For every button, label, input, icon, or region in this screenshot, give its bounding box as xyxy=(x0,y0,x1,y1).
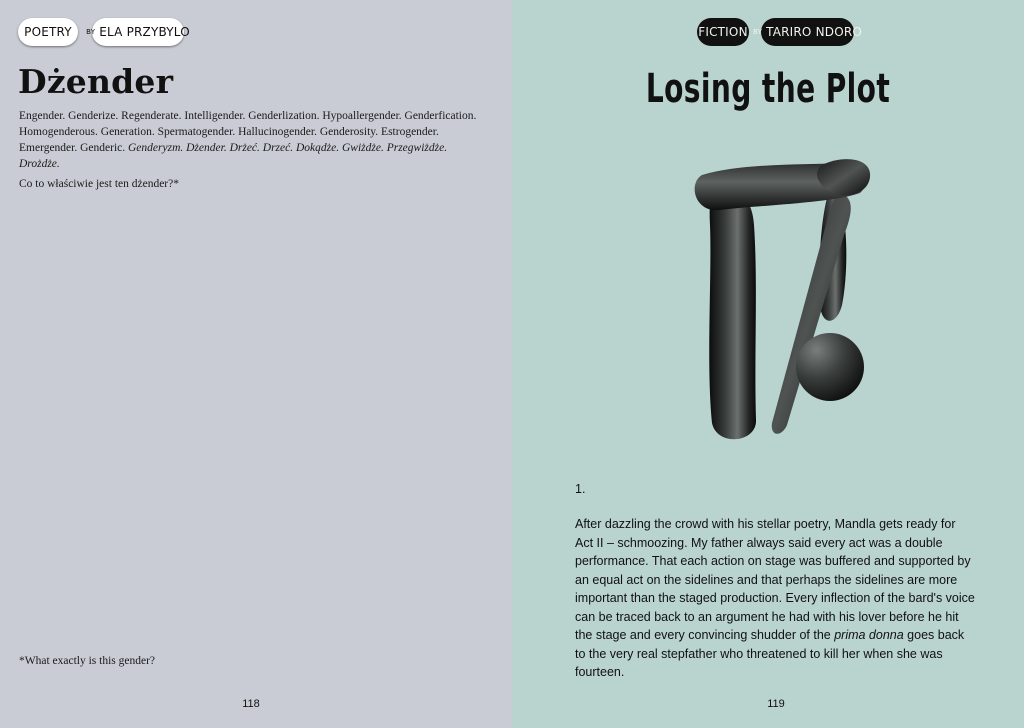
sculpture-ball xyxy=(796,333,864,401)
left-article-title: Dżender xyxy=(18,62,174,101)
right-article-title: Losing the Plot xyxy=(645,66,891,112)
right-page xyxy=(512,0,1024,728)
right-page-number: 119 xyxy=(767,698,785,710)
left-author-name: ELA PRZYBYLO xyxy=(99,25,190,39)
poetry-tag-label: POETRY xyxy=(24,25,72,39)
left-question: Co to właściwie jest ten dżender?* xyxy=(19,178,179,190)
left-footnote: *What exactly is this gender? xyxy=(19,655,156,667)
right-author-tag xyxy=(752,18,863,46)
left-poem-italic: Genderyzm. Dżender. Drżeć. Drzeć. Dokądże. Gwiżdże. Przegwiżdże. Drożdże. xyxy=(19,142,448,170)
poetry-tag xyxy=(18,18,78,46)
left-poem-regular: Engender. Genderize. Regenderate. Intelligender. Genderlization. Hypoallergender. Genderfication. Homogenderous. Generation. Spermatogender. Hallucinogender. Genderosity. Estrogender. Emergender. Genderic. xyxy=(19,110,477,154)
story-text-italic: prima donna xyxy=(834,628,904,642)
fiction-tag-label: FICTION xyxy=(698,25,748,39)
left-byline-prefix: BY xyxy=(86,28,96,36)
right-byline-prefix: BY xyxy=(752,28,763,36)
left-poem-body xyxy=(19,108,489,172)
right-story-body xyxy=(575,515,975,682)
fiction-tag xyxy=(697,18,749,46)
abstract-sculpture-illustration xyxy=(682,155,882,445)
sculpture-left-stroke xyxy=(709,193,756,439)
story-text-part1: After dazzling the crowd with his stellar poetry, Mandla gets ready for Act II – schmoozing. My father always said every act was a double performance. That each action on stage was buffered and supported by an equal act on the sidelines and that perhaps the sidelines are more important than the staged production. Every inflection of the bard's voice can be traced back to an argument he had with his lover before he hit the stage and every convincing shudder of the xyxy=(575,517,975,642)
left-author-tag xyxy=(86,18,190,46)
left-page-number: 118 xyxy=(242,698,260,710)
story-text-part2: goes back to the very real stepfather who threatened to kill her when she was fourteen. xyxy=(575,628,965,679)
right-author-name: TARIRO NDORO xyxy=(766,25,863,39)
section-number: 1. xyxy=(575,482,586,496)
